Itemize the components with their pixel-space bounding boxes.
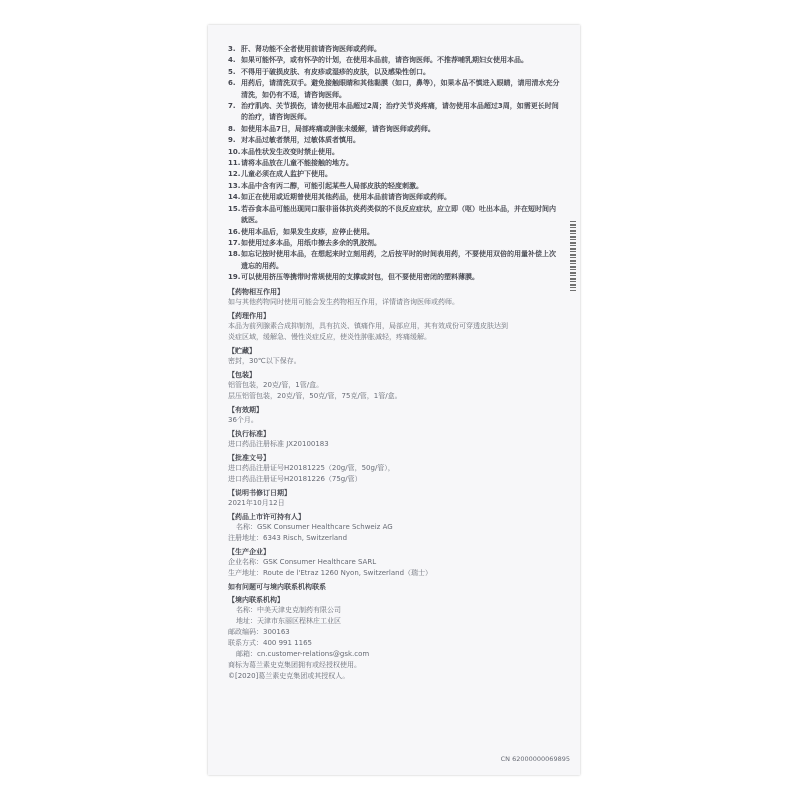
section-heading-standard: 【执行标准】 bbox=[228, 429, 270, 438]
warning-item bbox=[228, 124, 562, 135]
domestic-block bbox=[228, 605, 562, 682]
warning-number: 14. bbox=[228, 193, 241, 202]
storage-text: 密封，30℃以下保存。 bbox=[228, 356, 301, 365]
warning-item bbox=[228, 249, 562, 272]
section-heading-holder: 【药品上市许可持有人】 bbox=[228, 512, 305, 521]
warning-text: 不得用于破损皮肤、有皮疹或湿疹的皮肤，以及感染性创口。 bbox=[241, 67, 430, 76]
warning-item bbox=[228, 227, 562, 238]
warning-item bbox=[228, 147, 562, 158]
domestic-postcode-row bbox=[228, 627, 562, 638]
warning-text: 治疗肌肉、关节损伤，请勿使用本品超过2周；治疗关节炎疼痛，请勿使用本品超过3周，如需更长时间的治疗，请咨询医师。 bbox=[241, 102, 559, 122]
trademark-note: 商标为葛兰素史克集团拥有或经授权使用。 bbox=[228, 660, 361, 669]
warning-text: 如使用过多本品，用纸巾擦去多余的乳胶剂。 bbox=[241, 238, 381, 247]
warning-item bbox=[228, 55, 562, 66]
copyright-note: ©[2020]葛兰素史克集团或其授权人。 bbox=[228, 671, 350, 680]
warning-text: 如使用本品7日，局部疼痛或肿胀未缓解，请咨询医师或药师。 bbox=[241, 124, 435, 133]
domestic-email-label: 邮箱： bbox=[236, 649, 257, 658]
warning-text: 若吞食本品可能出现同口服非甾体抗炎药类似的不良反应症状，应立即（呕）吐出本品，并在短时间内就医。 bbox=[241, 204, 556, 225]
holder-address: 6343 Risch, Switzerland bbox=[263, 533, 348, 542]
warning-text: 用药后，请清洗双手。避免接触眼睛和其他黏膜（如口，鼻等），如果本品不慎进入眼睛，请用清水充分清洗，如仍有不适，请咨询医师。 bbox=[241, 79, 560, 99]
warning-number: 19. bbox=[228, 273, 241, 282]
domestic-name: 中美天津史克制药有限公司 bbox=[257, 605, 341, 614]
warning-item bbox=[228, 204, 562, 227]
packaging-line: 铝管包装，20克/管，1管/盒。 bbox=[228, 380, 324, 389]
warning-number: 15. bbox=[228, 204, 241, 213]
warning-number: 4. bbox=[228, 56, 236, 65]
manufacturer-address-label: 生产地址： bbox=[228, 568, 263, 577]
warnings-list bbox=[228, 44, 562, 284]
standard-text: 进口药品注册标准 JX20100183 bbox=[228, 439, 329, 448]
section-heading-domestic: 【境内联系机构】 bbox=[228, 595, 284, 604]
contact-note: 如有问题可与境内联系机构联系 bbox=[228, 582, 326, 591]
warning-item bbox=[228, 272, 562, 283]
warning-number: 10. bbox=[228, 147, 241, 156]
holder-block bbox=[228, 522, 562, 544]
warning-text: 本品中含有丙二醇，可能引起某些人局部皮肤的轻度刺激。 bbox=[241, 181, 423, 190]
section-heading-manufacturer: 【生产企业】 bbox=[228, 547, 270, 556]
warning-item bbox=[228, 135, 562, 146]
domestic-phone-row bbox=[228, 638, 562, 649]
product-code: CN 62000000069895 bbox=[500, 755, 570, 763]
holder-address-row bbox=[228, 533, 562, 544]
warning-text: 肝、肾功能不全者使用前请咨询医师或药师。 bbox=[241, 45, 381, 53]
warning-text: 儿童必须在成人监护下使用。 bbox=[241, 170, 332, 179]
warning-number: 16. bbox=[228, 227, 241, 236]
section-heading-validity: 【有效期】 bbox=[228, 405, 263, 414]
approval-line: 进口药品注册证号H20181225（20g/管，50g/管）， bbox=[228, 463, 395, 472]
interaction-text: 如与其他药物同时使用可能会发生药物相互作用，详情请咨询医师或药师。 bbox=[228, 297, 459, 306]
holder-name-label: 名称： bbox=[236, 522, 257, 531]
manufacturer-address: Route de l'Etraz 1260 Nyon, Switzerland（瑞士） bbox=[263, 568, 433, 577]
domestic-name-label: 名称： bbox=[236, 605, 257, 614]
holder-name-row bbox=[228, 522, 562, 533]
warning-number: 11. bbox=[228, 159, 241, 168]
warning-text: 如正在使用或近期曾使用其他药品，使用本品前请咨询医师或药师。 bbox=[241, 193, 451, 202]
section-heading-interaction: 【药物相互作用】 bbox=[228, 287, 284, 296]
manufacturer-name-label: 企业名称： bbox=[228, 557, 263, 566]
holder-name: GSK Consumer Healthcare Schweiz AG bbox=[257, 522, 393, 531]
packaging-text bbox=[228, 380, 562, 402]
section-heading-packaging: 【包装】 bbox=[228, 370, 256, 379]
domestic-email: cn.customer-relations@gsk.com bbox=[257, 649, 370, 658]
section-heading-pharmacology: 【药理作用】 bbox=[228, 311, 270, 320]
warning-item bbox=[228, 169, 562, 180]
section-heading-approval: 【批准文号】 bbox=[228, 453, 270, 462]
validity-text: 36个月。 bbox=[228, 415, 258, 424]
domestic-postcode-label: 邮政编码： bbox=[228, 627, 263, 636]
warning-number: 3. bbox=[228, 45, 236, 53]
warning-number: 5. bbox=[228, 67, 236, 76]
warning-text: 请将本品放在儿童不能接触的地方。 bbox=[241, 159, 353, 168]
warning-number: 7. bbox=[228, 102, 236, 111]
warning-text: 如忘记按时使用本品，在想起来时立刻用药，之后按平时的时间表用药，不要使用双倍的用量补偿上次遗忘的用药。 bbox=[241, 250, 556, 270]
leaflet-page bbox=[208, 25, 580, 775]
warning-item bbox=[228, 101, 562, 124]
domestic-address-row bbox=[228, 616, 562, 627]
domestic-address-label: 地址： bbox=[236, 616, 257, 625]
domestic-phone-label: 联系方式： bbox=[228, 638, 263, 647]
warning-item bbox=[228, 181, 562, 192]
warning-number: 9. bbox=[228, 136, 236, 145]
section-heading-revision: 【说明书修订日期】 bbox=[228, 488, 291, 497]
warning-text: 可以使用挤压等携带时常规使用的支撑或封包，但不要使用密闭的塑料薄膜。 bbox=[241, 273, 479, 282]
warning-item bbox=[228, 67, 562, 78]
revision-text: 2021年10月12日 bbox=[228, 498, 285, 507]
warning-number: 17. bbox=[228, 238, 241, 247]
warning-number: 6. bbox=[228, 79, 236, 88]
domestic-name-row bbox=[228, 605, 562, 616]
warning-item bbox=[228, 158, 562, 169]
manufacturer-block bbox=[228, 557, 562, 579]
warning-number: 12. bbox=[228, 170, 241, 179]
manufacturer-name-row bbox=[228, 557, 562, 568]
holder-address-label: 注册地址： bbox=[228, 533, 263, 542]
pharmacology-line: 本品为前列腺素合成抑制剂，具有抗炎、镇痛作用，局部应用，其有效成份可穿透皮肤达到 bbox=[228, 321, 508, 330]
warning-number: 13. bbox=[228, 181, 241, 190]
approval-text bbox=[228, 463, 562, 485]
warning-item bbox=[228, 44, 562, 55]
domestic-email-row bbox=[228, 649, 562, 660]
warning-item bbox=[228, 78, 562, 101]
approval-line: 进口药品注册证号H20181226（75g/管） bbox=[228, 474, 362, 483]
packaging-line: 层压铝管包装，20克/管，50克/管，75克/管，1管/盒。 bbox=[228, 391, 402, 400]
domestic-address: 天津市东丽区程林庄工业区 bbox=[257, 616, 341, 625]
manufacturer-name: GSK Consumer Healthcare SARL bbox=[263, 557, 377, 566]
warning-text: 如果可能怀孕，或有怀孕的计划，在使用本品前，请咨询医师。不推荐哺乳期妇女使用本品。 bbox=[241, 56, 528, 65]
warning-text: 对本品过敏者禁用，过敏体质者慎用。 bbox=[241, 136, 360, 145]
pharmacology-line: 炎症区域，缓解急、慢性炎症反应，使炎性肿胀减轻，疼痛缓解。 bbox=[228, 332, 431, 341]
pharmacology-text bbox=[228, 321, 562, 343]
domestic-postcode: 300163 bbox=[263, 627, 290, 636]
warning-number: 8. bbox=[228, 124, 236, 133]
side-barcode bbox=[570, 221, 576, 291]
domestic-phone: 400 991 1165 bbox=[263, 638, 312, 647]
section-heading-storage: 【贮藏】 bbox=[228, 346, 256, 355]
warning-item bbox=[228, 238, 562, 249]
warning-text: 本品性状发生改变时禁止使用。 bbox=[241, 147, 339, 156]
warning-text: 使用本品后，如果发生皮疹，应停止使用。 bbox=[241, 227, 374, 236]
warning-item bbox=[228, 192, 562, 203]
manufacturer-address-row bbox=[228, 568, 562, 579]
warning-number: 18. bbox=[228, 250, 241, 259]
